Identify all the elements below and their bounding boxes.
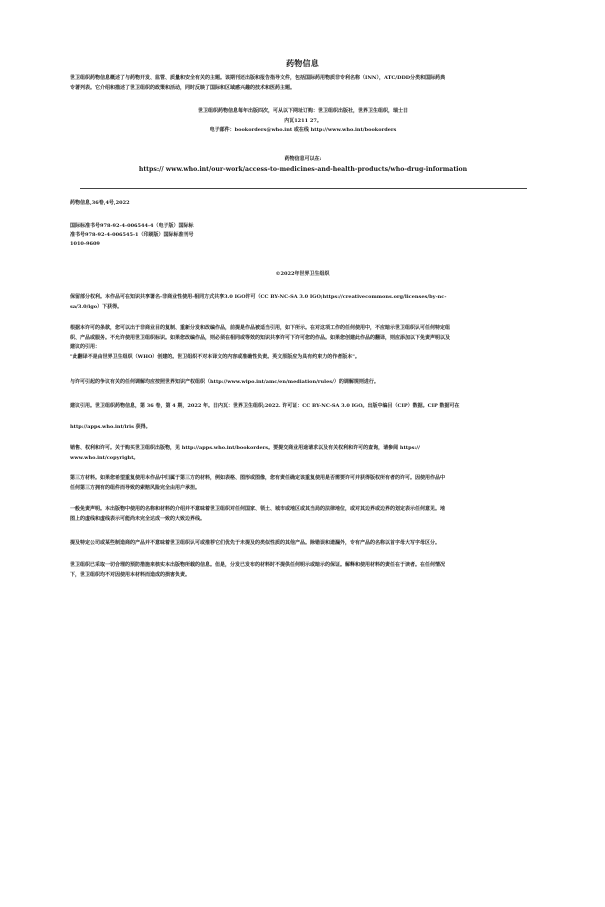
- paragraph-line: 下，世卫组织均不对因使用本材料而造成的损害负责。: [70, 571, 191, 578]
- disclaimer-paragraph: [70, 505, 536, 524]
- paragraph-line: 与许可引起的争议有关的任何调解均应按照世界知识产权组织（http://www.wipo.int/amc/en/mediation/rules/）的调解规则进行。: [70, 379, 379, 385]
- paragraph-line: "此翻译不是由世界卫生组织（WHO）创建的。世卫组织不对本译文的内容或准确性负责。英文原版应为具有约束力的作者版本"。: [70, 353, 360, 360]
- citation-paragraph: [70, 402, 536, 412]
- paragraph-line: 根据本许可的条款，您可以出于非商业目的复制、重新分发和改编作品，前提是作品被适当引用，如下所示。在对这项工作的任何使用中，不应暗示世卫组织认可任何特定组: [70, 325, 451, 331]
- divider: [80, 188, 527, 189]
- intro-paragraph: [70, 74, 536, 93]
- isbn-line: 国际标准书号978-92-4-006544-4（电子版）国际标: [70, 223, 194, 229]
- copyright-notice: ©2022年世界卫生组织: [275, 271, 330, 277]
- paragraph-line: 保留部分权利。本作品可在知识共享署名-非商业性使用-相同方式共享3.0 IGO许可（CC BY-NC-SA 3.0 IGO;https://creativecommons.org/licenses/by-nc-: [70, 294, 447, 300]
- mediation-paragraph: [70, 378, 536, 388]
- intro-line: 专著列表。它介绍和描述了世卫组织的政策和活动，同时反映了国际和区域感兴趣的技术和医药主题。: [70, 84, 296, 91]
- isbn-block: [70, 222, 536, 249]
- paragraph-line: 图上的虚线和虚线表示可能尚未完全达成一致的大致边界线。: [70, 515, 206, 522]
- issue-info: 药物信息,36卷,4号,2022: [70, 200, 130, 206]
- publisher-line: 内瓦1211 27。: [284, 117, 322, 124]
- paragraph-line: 建议的引用：: [70, 344, 101, 350]
- license-paragraph: [70, 293, 536, 312]
- publisher-line: 世卫组织药物信息每年出版四次，可从以下网址订购：世卫组织出版社，世界卫生组织，瑞士日: [197, 108, 408, 114]
- paragraph-line: 一般免责声明。本出版物中使用的名称和材料的介绍并不意味着世卫组织对任何国家、领土、城市或地区或其当局的法律地位，或对其边界或边界的划定表示任何意见。地: [70, 506, 446, 512]
- issn-line: 1010-9609: [70, 241, 100, 247]
- cip-link-paragraph: [70, 423, 536, 433]
- paragraph-line: 第三方材料。如果您希望重复使用本作品中归属于第三方的材料，例如表格、图形或图像，您有责任确定该重复使用是否需要许可并获得版权所有者的许可。因使用作品中: [70, 475, 446, 481]
- products-paragraph: [70, 539, 536, 549]
- isbn-line: 准书号978-92-4-006545-1（印刷版）国际标准刊号: [70, 232, 194, 238]
- terms-paragraph: [70, 324, 536, 362]
- online-label: 药物信息可以在:: [284, 156, 322, 162]
- paragraph-line: 织、产品或服务。不允许使用世卫组织标识。如果您改编作品，则必须在相同或等效的知识共享许可下许可您的作品。如果您创建此作品的翻译，则应添加以下免责声明以及: [70, 334, 451, 341]
- paragraph-line: 建议引用。世卫组织药物信息，第 36 卷，第 4 期，2022 年。日内瓦：世界卫生组织;2022. 许可证：CC BY-NC-SA 3.0 IGO。出版中编目（CIP）数据。CIP 数据可在: [70, 403, 460, 409]
- intro-line: 世卫组织药物信息概述了与药物开发、监管、质量和安全有关的主题。该期刊还出版和报告指导文件，包括国际药用物质非专利名称（INN），ATC/DDD分类和国际药典: [70, 75, 446, 81]
- paragraph-line: 任何第三方拥有的组件而导致的索赔风险完全由用户承担。: [70, 484, 201, 491]
- online-url-link[interactable]: https:// www.who.int/our-work/access-to-medicines-and-health-products/who-drug-information: [138, 166, 468, 173]
- paragraph-line: 世卫组织已采取一切合理的预防措施来核实本出版物所载的信息。但是，分发已发布的材料时不提供任何明示或暗示的保证。解释和使用材料的责任在于读者。在任何情况: [70, 562, 446, 568]
- paragraph-line[interactable]: http://apps.who.int/iris 获得。: [70, 424, 151, 430]
- paragraph-line: sa/3.0/igo）下获得。: [70, 303, 123, 310]
- publisher-email-line[interactable]: 电子邮件：bookorders@who.int 或在线 http://www.who.int/bookorders: [209, 127, 397, 133]
- publisher-block: [70, 107, 536, 136]
- paragraph-line: 销售、权利和许可。关于购买世卫组织出版物，见 http://apps.who.int/bookorders。要提交商业用途请求以及有关权利和许可的查询，请参阅 https://: [70, 445, 420, 451]
- page-title: 药物信息: [286, 58, 319, 68]
- paragraph-line: 提及特定公司或某些制造商的产品并不意味着世卫组织认可或推荐它们优先于未提及的类似性质的其他产品。除错误和遗漏外，专有产品的名称以首字母大写字母区分。: [70, 540, 441, 546]
- liability-paragraph: [70, 561, 536, 580]
- third-party-paragraph: [70, 474, 536, 493]
- sales-paragraph: [70, 444, 536, 463]
- paragraph-line[interactable]: www.who.int/copyright。: [70, 454, 139, 461]
